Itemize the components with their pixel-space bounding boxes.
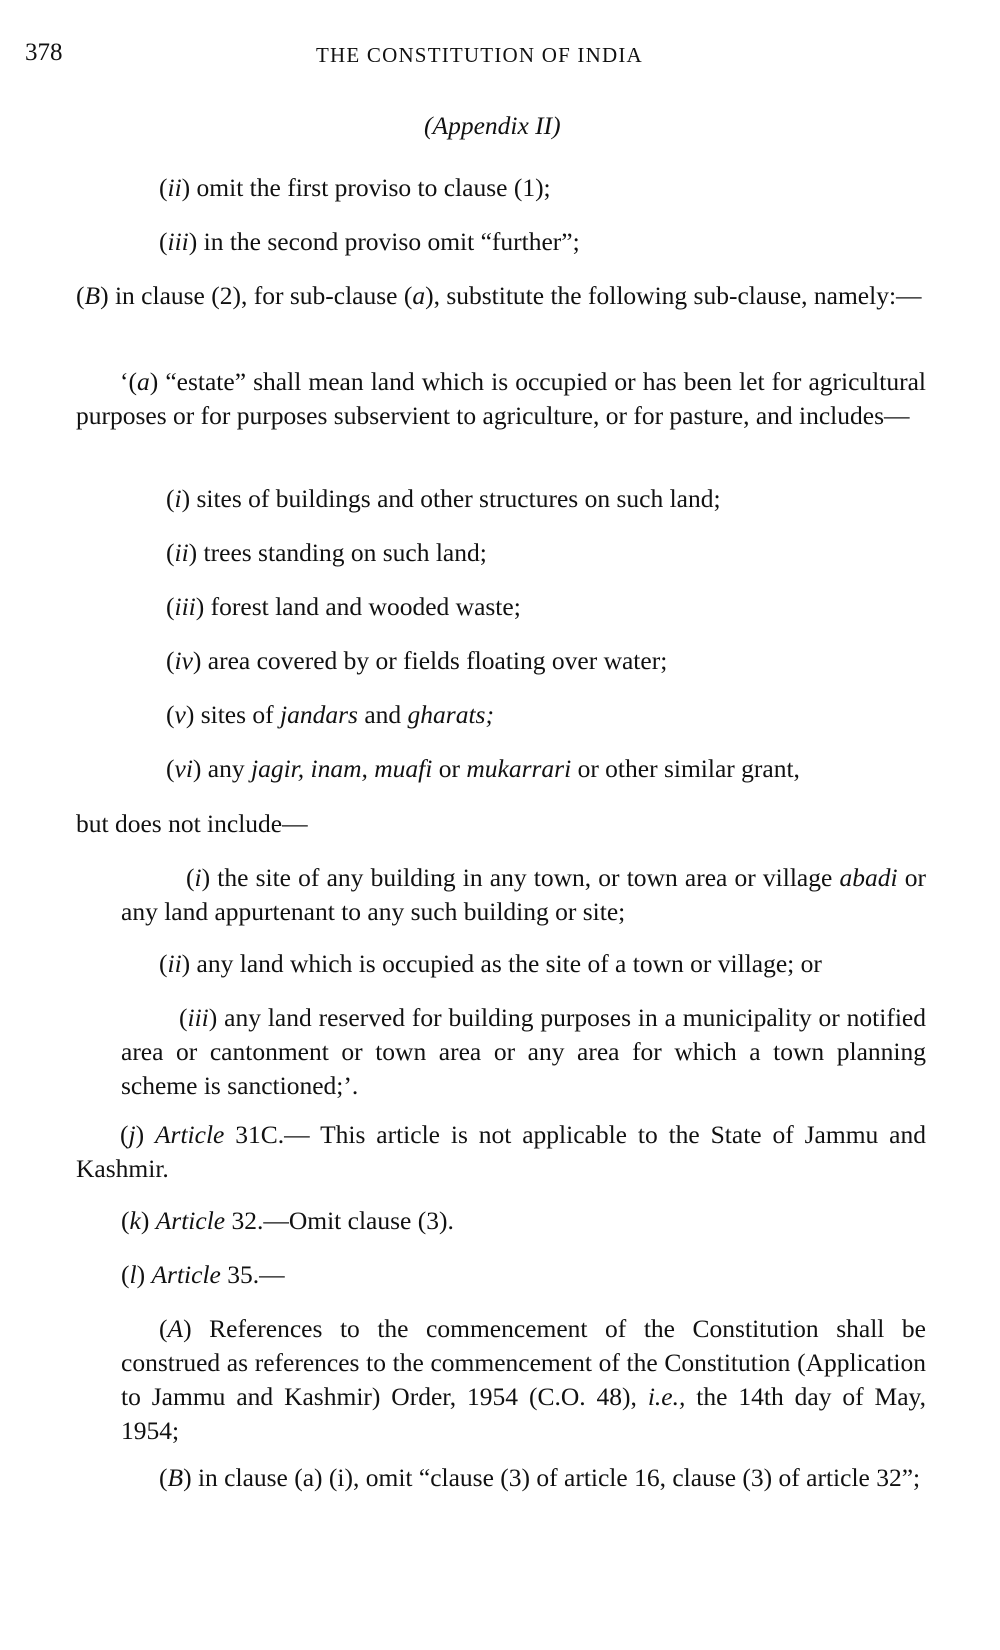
article-32-entry: (k) Article 32.—Omit clause (3). — [121, 1206, 454, 1235]
clause-iii: (iii) in the second proviso omit “further”; — [159, 227, 580, 256]
includes-iii: (iii) forest land and wooded waste; — [166, 592, 521, 621]
appendix-label: (Appendix II) — [424, 111, 561, 140]
but-does-not-include: but does not include— — [76, 809, 308, 838]
article-35-entry: (l) Article 35.— — [121, 1260, 285, 1289]
clause-ii: (ii) omit the first proviso to clause (1); — [159, 173, 551, 202]
article-31c-entry: (j) Article 31C.— This article is not applicable to the State of Jammu and Kashmir. — [76, 1120, 926, 1183]
includes-ii: (ii) trees standing on such land; — [166, 538, 487, 567]
clause-A-commencement: (A) References to the commencement of the Constitution shall be construed as references to the commencement of the Constitution (Application to Jammu and Kashmir) Order, 1954 (C.O. 48), i.e., the 14th day of May, 1954; — [121, 1314, 927, 1445]
excludes-i: (i) the site of any building in any town, or town area or village abadi or any land appurtenant to any such building or site; — [121, 863, 926, 926]
excludes-iii: (iii) any land reserved for building purposes in a municipality or notified area or cantonment or town area or any area for which a town planning scheme is sanctioned;’. — [121, 1003, 926, 1100]
clause-B: (B) in clause (2), for sub-clause (a), substitute the following sub-clause, namely:— — [76, 281, 922, 310]
excludes-ii: (ii) any land which is occupied as the site of a town or village; or — [159, 949, 822, 978]
includes-iv: (iv) area covered by or fields floating over water; — [166, 646, 668, 675]
page-number: 378 — [25, 39, 63, 66]
includes-vi: (vi) any jagir, inam, muafi or mukarrari or other similar grant, — [166, 754, 800, 783]
includes-i: (i) sites of buildings and other structures on such land; — [166, 484, 721, 513]
includes-v: (v) sites of jandars and gharats; — [166, 700, 494, 729]
running-title: THE CONSTITUTION OF INDIA — [316, 43, 643, 67]
clause-B-omit: (B) in clause (a) (i), omit “clause (3) of article 16, clause (3) of article 32”; — [159, 1463, 921, 1492]
estate-definition: ‘(a) “estate” shall mean land which is occupied or has been let for agricultural purposes or for purposes subservient to agriculture, or for pasture, and includes— — [76, 367, 926, 430]
